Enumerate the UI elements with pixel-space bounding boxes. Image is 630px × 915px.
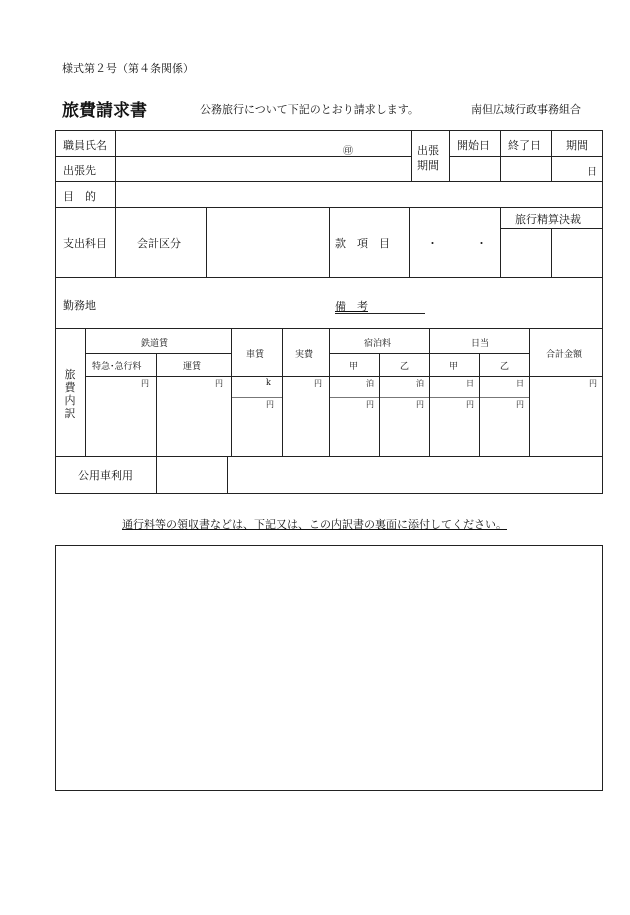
trip-period-label-1: 出張: [417, 144, 439, 157]
settlement-label: 旅行精算決裁: [515, 213, 581, 226]
page-title: 旅費請求書: [62, 101, 147, 121]
end-date-label: 終了日: [508, 139, 541, 152]
actual-cost-header: 実費: [295, 350, 314, 360]
employee-name-label: 職員氏名: [63, 139, 107, 152]
lodging-grade-b: 乙: [400, 362, 410, 372]
unit-express-yen: 円: [141, 379, 149, 388]
destination-label: 出張先: [63, 164, 96, 177]
express-fee-header: 特急･急行料: [92, 362, 142, 372]
lodging-grade-a: 甲: [349, 362, 359, 372]
item-label: 款 項 目: [335, 237, 390, 250]
request-text: 公務旅行について下記のとおり請求します。: [200, 103, 419, 116]
trip-period-label-2: 期間: [417, 159, 439, 172]
remarks-label: 備 考: [335, 300, 368, 313]
unit-total-yen: 円: [589, 379, 597, 388]
lodging-header: 宿泊料: [364, 339, 392, 349]
unit-lodging-b-nights: 泊: [416, 379, 424, 388]
unit-car-yen: 円: [266, 400, 274, 409]
dot-separator-2: ・: [476, 237, 487, 250]
unit-daily-a-days: 日: [466, 379, 474, 388]
daily-allowance-header: 日当: [471, 339, 490, 349]
breakdown-side-label: 旅費内訳: [64, 368, 76, 420]
car-fare-header: 車賃: [246, 350, 265, 360]
unit-actual-yen: 円: [314, 379, 322, 388]
workplace-label: 勤務地: [63, 299, 96, 312]
fare-header: 運賃: [183, 362, 202, 372]
rail-fare-header: 鉄道賃: [141, 339, 169, 349]
official-car-label: 公用車利用: [78, 469, 133, 482]
dot-separator-1: ・: [427, 237, 438, 250]
accounting-class-label: 会計区分: [137, 237, 181, 250]
unit-lodging-b-yen: 円: [416, 400, 424, 409]
unit-daily-b-yen: 円: [516, 400, 524, 409]
form-number: 様式第２号（第４条関係）: [62, 62, 194, 75]
receipt-notice: 通行料等の領収書などは、下記又は、この内訳書の裏面に添付してください。: [122, 518, 507, 531]
unit-car-km: k: [266, 378, 271, 387]
receipt-attachment-area: [55, 545, 603, 791]
unit-daily-a-yen: 円: [466, 400, 474, 409]
duration-label: 期間: [566, 139, 588, 152]
total-amount-header: 合計金額: [546, 350, 583, 360]
unit-daily-b-days: 日: [516, 379, 524, 388]
purpose-label: 目 的: [63, 190, 96, 203]
travel-expense-form-table: [55, 130, 603, 494]
start-date-label: 開始日: [457, 139, 490, 152]
unit-lodging-a-yen: 円: [366, 400, 374, 409]
organization-name: 南但広域行政事務組合: [471, 103, 581, 116]
unit-lodging-a-nights: 泊: [366, 379, 374, 388]
expense-account-label: 支出科目: [63, 237, 107, 250]
seal-mark: ㊞: [343, 146, 353, 157]
daily-grade-a: 甲: [449, 362, 459, 372]
daily-grade-b: 乙: [500, 362, 510, 372]
unit-fare-yen: 円: [215, 379, 223, 388]
day-unit: 日: [587, 167, 597, 178]
